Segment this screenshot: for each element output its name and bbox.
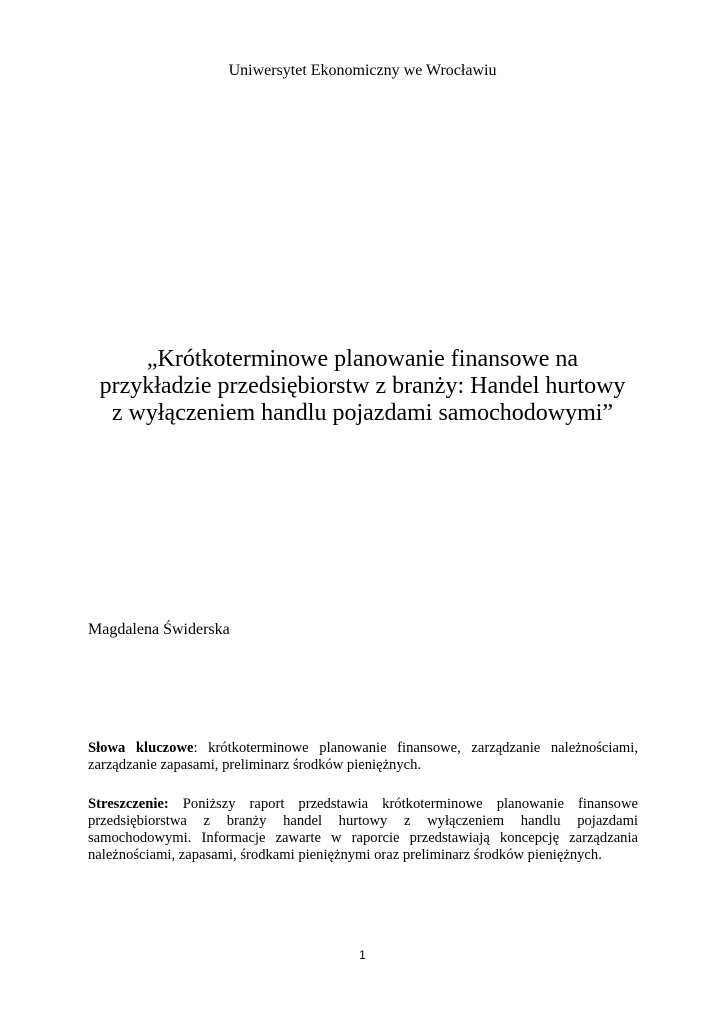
abstract-text: Poniższy raport przedstawia krótkoterminowe planowanie finansowe przedsiębiorstwa z branży handel hurtowy z wyłączeniem handlu pojazdami samochodowymi. Informacje zawarte w raporcie przedstawiają koncepcję zarządzania należnościami, zapasami, środkami pieniężnymi oraz preliminarz środków pieniężnych. [88,796,638,863]
abstract-paragraph [88,796,638,864]
document-title [40,346,685,427]
page-number: 1 [359,948,366,962]
keywords-text: : krótkoterminowe planowanie finansowe, zarządzanie należnościami, zarządzanie zapasami, preliminarz środków pieniężnych. [88,740,638,773]
keywords-paragraph [88,740,638,774]
author-name: Magdalena Świderska [88,621,230,638]
abstract-label: Streszczenie: [88,796,169,812]
title-line-3: z wyłączeniem handlu pojazdami samochodowymi” [111,400,614,426]
title-line-2: przykładzie przedsiębiorstw z branży: Handel hurtowy [99,373,626,399]
title-line-1: „Krótkoterminowe planowanie finansowe na [146,346,579,372]
keywords-label: Słowa kluczowe [88,740,194,756]
university-name: Uniwersytet Ekonomiczny we Wrocławiu [228,62,497,79]
